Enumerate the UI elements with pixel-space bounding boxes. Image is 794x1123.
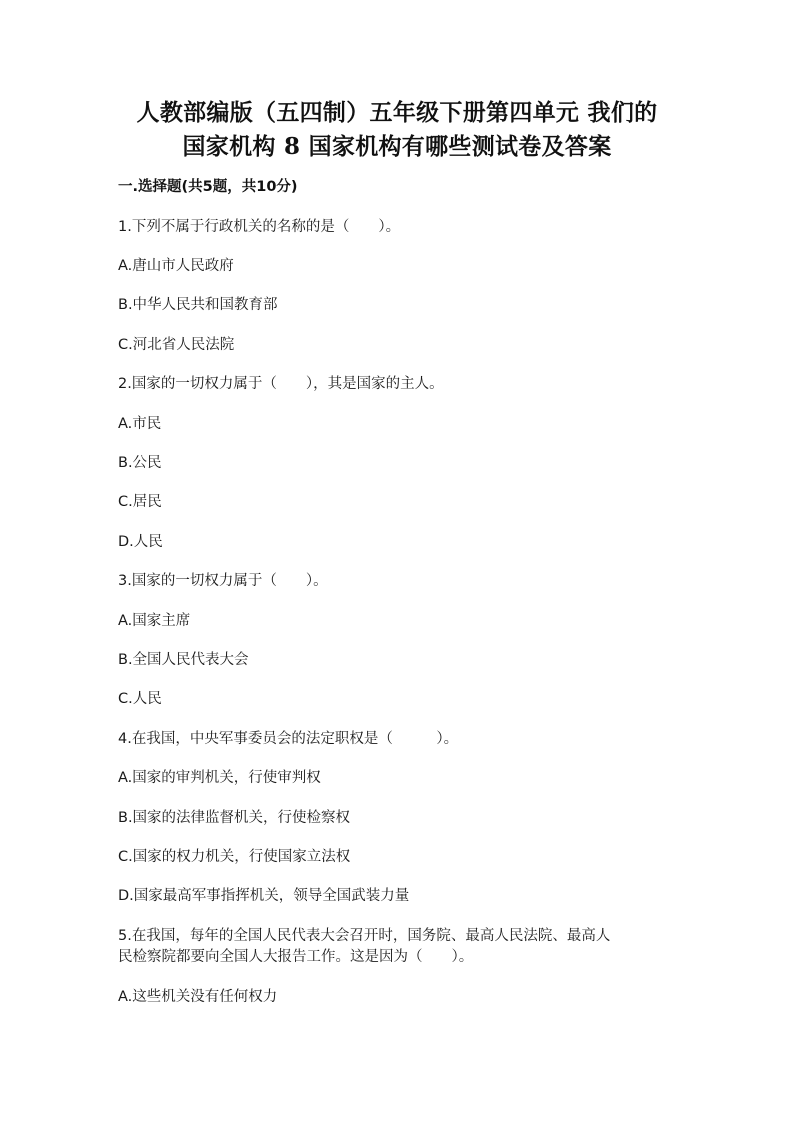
question-1-stem: 1.下列不属于行政机关的名称的是（ ）。 xyxy=(118,219,401,235)
question-4-option-b: B.国家的法律监督机关，行使检察权 xyxy=(118,810,351,826)
question-5-stem-line-2: 民检察院都要向全国人大报告工作。这是因为（ ）。 xyxy=(118,949,474,965)
question-2-option-a: A.市民 xyxy=(118,416,162,432)
question-2-option-d: D.人民 xyxy=(118,534,163,550)
question-4-option-a: A.国家的审判机关，行使审判权 xyxy=(118,770,321,786)
document-title-line-2: 国家机构 8 国家机构有哪些测试卷及答案 xyxy=(182,133,612,160)
question-5-option-a: A.这些机关没有任何权力 xyxy=(118,989,278,1005)
question-4-option-d: D.国家最高军事指挥机关，领导全国武装力量 xyxy=(118,888,410,904)
question-3-stem: 3.国家的一切权力属于（ ）。 xyxy=(118,573,328,589)
question-5-stem-line-1: 5.在我国，每年的全国人民代表大会召开时，国务院、最高人民法院、最高人 xyxy=(118,928,611,944)
section-heading: 一.选择题(共5题，共10分) xyxy=(118,179,298,195)
document-title-line-1: 人教部编版（五四制）五年级下册第四单元 我们的 xyxy=(136,99,658,126)
question-3-option-b: B.全国人民代表大会 xyxy=(118,652,249,668)
question-3-option-a: A.国家主席 xyxy=(118,613,191,629)
question-4-option-c: C.国家的权力机关，行使国家立法权 xyxy=(118,849,351,865)
document-title xyxy=(0,96,794,164)
question-2-stem: 2.国家的一切权力属于（ ），其是国家的主人。 xyxy=(118,376,444,392)
question-2-option-c: C.居民 xyxy=(118,494,162,510)
question-1-option-a: A.唐山市人民政府 xyxy=(118,258,234,274)
question-2-option-b: B.公民 xyxy=(118,455,162,471)
question-3-option-c: C.人民 xyxy=(118,691,162,707)
question-1-option-b: B.中华人民共和国教育部 xyxy=(118,297,278,313)
question-1-option-c: C.河北省人民法院 xyxy=(118,337,235,353)
question-4-stem: 4.在我国，中央军事委员会的法定职权是（ ）。 xyxy=(118,731,459,747)
